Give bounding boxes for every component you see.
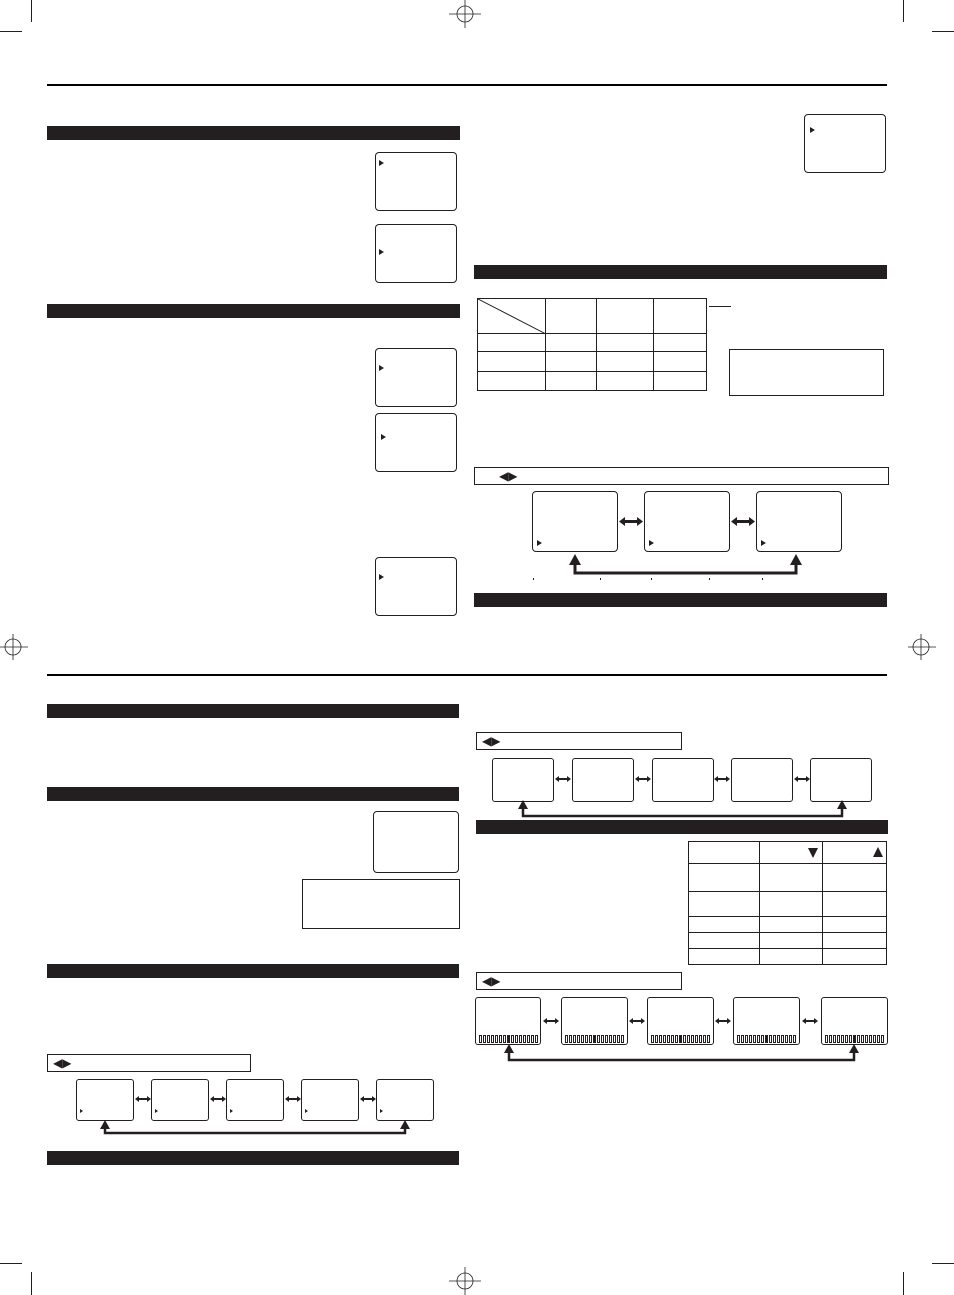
- double-arrow-icon: ◀▶: [499, 469, 518, 483]
- osd-menu-screen: [804, 114, 886, 173]
- table-cell: [689, 842, 760, 864]
- table-cell: [654, 299, 707, 334]
- table-cell: [545, 352, 597, 372]
- note-box: [302, 879, 460, 929]
- double-arrow-icon: ◀▶: [482, 974, 501, 988]
- osd-menu-screen: [375, 224, 457, 283]
- sequence-arrows: [470, 490, 890, 590]
- page-header-rule: [47, 84, 887, 86]
- sequence-legend: [476, 972, 682, 990]
- table-cell: [478, 334, 546, 352]
- table-cell: [478, 352, 546, 372]
- sequence-legend: [476, 732, 682, 750]
- section-heading-bar: [474, 265, 887, 279]
- section-heading-bar: [47, 304, 460, 318]
- callout-leader-line: [709, 306, 731, 307]
- table-cell: [759, 842, 823, 864]
- table-cell: [654, 352, 707, 372]
- osd-menu-screen: [373, 811, 459, 873]
- table-cell: [759, 949, 823, 965]
- section-heading-bar: [47, 964, 459, 978]
- table-cell: [545, 372, 597, 391]
- tick-mark: [651, 578, 652, 580]
- cursor-triangle-icon: [381, 434, 386, 440]
- osd-menu-screen: [375, 348, 457, 407]
- table-cell: [759, 864, 823, 892]
- diagonal-divider: [478, 299, 546, 334]
- table-cell: [654, 334, 707, 352]
- cursor-triangle-icon: [379, 249, 384, 255]
- table-cell: [597, 334, 654, 352]
- double-arrow-icon: ◀▶: [53, 1056, 72, 1070]
- section-heading-bar: [474, 593, 887, 607]
- table-cell: [759, 933, 823, 949]
- sequence-arrows: [486, 758, 878, 820]
- table-cell: [597, 372, 654, 391]
- cursor-triangle-icon: [379, 574, 384, 580]
- down-triangle-icon: [808, 848, 818, 858]
- table-cell: [654, 372, 707, 391]
- table-cell: [689, 933, 760, 949]
- table-cell: [759, 917, 823, 933]
- sequence-legend: [47, 1054, 251, 1072]
- osd-menu-screen: [375, 152, 457, 211]
- crop-mark: [31, 0, 32, 22]
- crop-mark: [903, 0, 904, 22]
- registration-mark-bottom: [440, 1265, 490, 1295]
- tick-mark: [533, 578, 534, 580]
- settings-table: [477, 298, 707, 391]
- cursor-triangle-icon: [810, 127, 815, 133]
- table-cell: [597, 299, 654, 334]
- table-cell: [823, 917, 887, 933]
- registration-mark-right: [906, 632, 936, 662]
- tick-mark: [600, 578, 601, 580]
- sequence-arrows: [474, 997, 888, 1067]
- table-cell: [689, 917, 760, 933]
- double-arrow-icon: ◀▶: [482, 734, 501, 748]
- table-cell: [823, 864, 887, 892]
- table-cell: [597, 352, 654, 372]
- tick-mark: [709, 578, 710, 580]
- crop-mark: [932, 31, 954, 32]
- note-box: [729, 349, 884, 396]
- table-cell: [689, 864, 760, 892]
- sequence-legend: [474, 467, 889, 485]
- cursor-triangle-icon: [379, 160, 384, 166]
- section-heading-bar: [47, 1151, 459, 1165]
- cursor-triangle-icon: [379, 365, 384, 371]
- table-cell: [545, 334, 597, 352]
- table-cell: [478, 372, 546, 391]
- crop-mark: [0, 31, 22, 32]
- tick-mark: [762, 578, 763, 580]
- up-triangle-icon: [873, 847, 883, 857]
- section-heading-bar: [47, 787, 459, 801]
- table-corner-cell: [478, 299, 546, 334]
- page-divider-rule: [47, 674, 887, 676]
- registration-mark-top: [440, 0, 490, 30]
- table-cell: [545, 299, 597, 334]
- crop-mark: [903, 1272, 904, 1295]
- table-cell: [689, 949, 760, 965]
- section-heading-bar: [47, 126, 460, 140]
- table-cell: [823, 933, 887, 949]
- crop-mark: [932, 1263, 954, 1264]
- osd-menu-screen: [375, 557, 457, 616]
- registration-mark-left: [0, 632, 30, 662]
- table-cell: [689, 892, 760, 917]
- crop-mark: [0, 1263, 22, 1264]
- section-heading-bar: [476, 820, 888, 834]
- table-cell: [823, 949, 887, 965]
- section-heading-bar: [47, 704, 459, 718]
- table-cell: [823, 842, 887, 864]
- table-cell: [823, 892, 887, 917]
- table-cell: [759, 892, 823, 917]
- osd-menu-screen: [375, 413, 457, 472]
- crop-mark: [31, 1272, 32, 1295]
- adjustment-table: [688, 841, 887, 965]
- sequence-arrows: [70, 1078, 440, 1138]
